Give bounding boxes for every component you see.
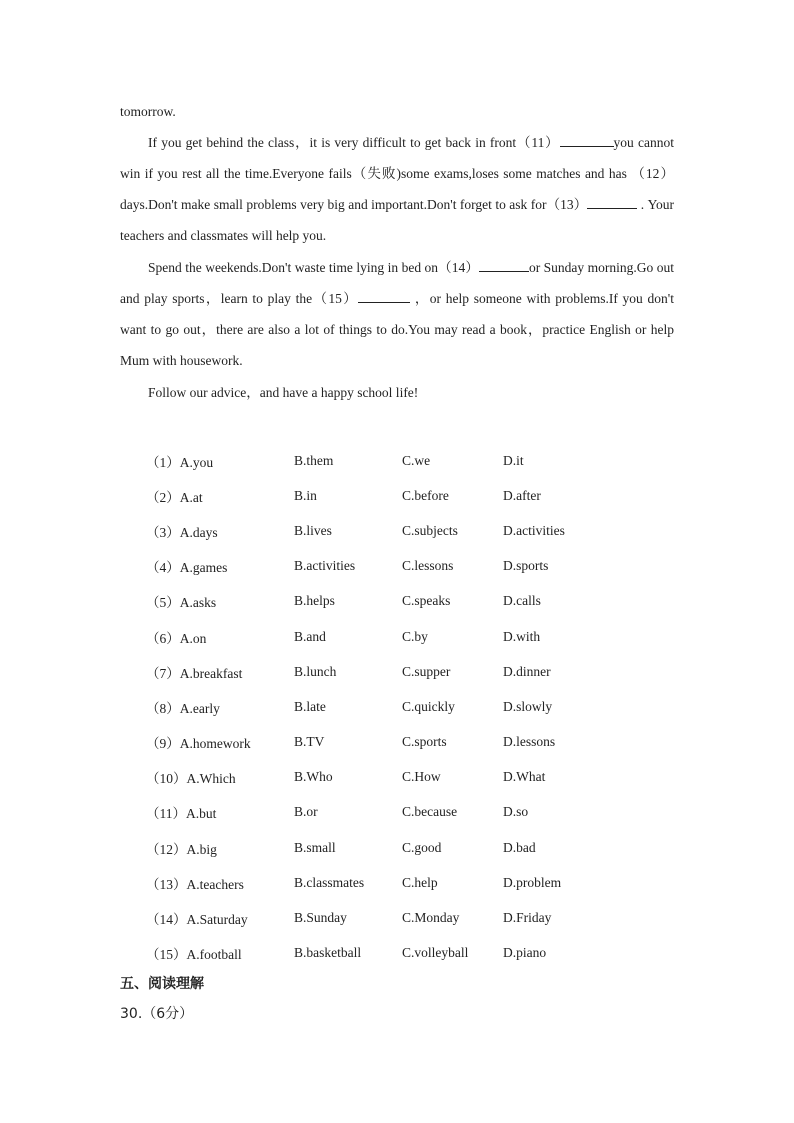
option-d[interactable]: D.it [503,452,524,468]
passage-paragraph-3: Follow our advice，and have a happy school life! [148,385,419,400]
option-b[interactable]: B.Sunday [294,910,347,926]
option-b[interactable]: B.small [294,839,336,855]
option-a[interactable]: （12）A.big [146,841,217,857]
option-row [146,443,706,478]
option-row [146,513,706,548]
option-c[interactable]: C.lessons [402,558,454,574]
option-a[interactable]: （5）A.asks [146,595,217,611]
option-a[interactable]: （7）A.breakfast [146,665,243,681]
option-a[interactable]: （13）A.teachers [146,876,244,892]
option-d[interactable]: D.bad [503,839,536,855]
option-c[interactable]: C.Monday [402,910,460,926]
option-d[interactable]: D.with [503,628,541,644]
option-c[interactable]: C.supper [402,663,451,679]
passage-line-tomorrow: tomorrow. [120,104,176,119]
answer-options-list [146,443,706,971]
option-c[interactable]: C.How [402,769,441,785]
option-b[interactable]: B.basketball [294,945,362,961]
option-row [146,795,706,830]
option-d[interactable]: D.What [503,769,546,785]
option-c[interactable]: C.by [402,628,428,644]
option-a[interactable]: （15）A.football [146,947,242,963]
option-row [146,654,706,689]
option-c[interactable]: C.sports [402,734,447,750]
option-d[interactable]: D.dinner [503,663,551,679]
option-c[interactable]: C.speaks [402,593,451,609]
option-b[interactable]: B.classmates [294,874,365,890]
option-b[interactable]: B.activities [294,558,356,574]
option-d[interactable]: D.so [503,804,529,820]
option-c[interactable]: C.volleyball [402,945,469,961]
option-d[interactable]: D.piano [503,945,547,961]
option-row [146,900,706,935]
option-a[interactable]: （14）A.Saturday [146,912,248,928]
passage-paragraph-1: If you get behind the class，it is very difficult to get back in front（11） you cannot win if you rest all the time.Everyone fails（失败)some exams,loses some matches and has （12）days.Don't make small problems very big and important.Don't forget to ask for（13） . Your teachers and classmates will help you. [120,127,674,251]
option-c[interactable]: C.before [402,487,449,503]
option-row [146,865,706,900]
option-c[interactable]: C.subjects [402,522,458,538]
option-b[interactable]: B.or [294,804,318,820]
option-b[interactable]: B.and [294,628,326,644]
option-a[interactable]: （4）A.games [146,560,228,576]
option-c[interactable]: C.help [402,874,438,890]
option-d[interactable]: D.slowly [503,698,553,714]
option-row [146,830,706,865]
option-b[interactable]: B.Who [294,769,333,785]
option-b[interactable]: B.helps [294,593,335,609]
answer-blank-14[interactable] [479,257,529,272]
section-heading-reading: 五、阅读理解 [120,976,204,992]
passage-paragraph-2: Spend the weekends.Don't waste time lying in bed on（14） or Sunday morning.Go out and play sports，learn to play the（15） ，or help someone with problems.If you don't want to go out，there are also a lot of things to do.You may read a book，practice English or help Mum with housework. [120,252,674,376]
option-row [146,936,706,971]
option-a[interactable]: （3）A.days [146,524,218,540]
option-a[interactable]: （6）A.on [146,630,207,646]
option-b[interactable]: B.in [294,487,317,503]
answer-blank-11[interactable] [560,132,614,147]
option-b[interactable]: B.TV [294,734,325,750]
option-row [146,619,706,654]
option-b[interactable]: B.lives [294,522,332,538]
option-a[interactable]: （2）A.at [146,489,203,505]
option-d[interactable]: D.after [503,487,541,503]
option-d[interactable]: D.Friday [503,910,552,926]
option-c[interactable]: C.quickly [402,698,455,714]
option-a[interactable]: （11）A.but [146,806,217,822]
answer-blank-15[interactable] [358,288,410,303]
option-d[interactable]: D.problem [503,874,562,890]
option-row [146,689,706,724]
option-a[interactable]: （9）A.homework [146,736,251,752]
option-a[interactable]: （10）A.Which [146,771,236,787]
option-d[interactable]: D.sports [503,558,549,574]
option-c[interactable]: C.good [402,839,442,855]
option-row [146,584,706,619]
option-d[interactable]: D.calls [503,593,541,609]
option-b[interactable]: B.late [294,698,326,714]
option-row [146,478,706,513]
option-d[interactable]: D.activities [503,522,565,538]
option-d[interactable]: D.lessons [503,734,556,750]
answer-blank-13[interactable] [587,194,637,209]
option-a[interactable]: （8）A.early [146,700,220,716]
option-row [146,760,706,795]
option-b[interactable]: B.them [294,452,334,468]
question-number: 30.（6分） [120,1006,194,1022]
option-b[interactable]: B.lunch [294,663,337,679]
option-c[interactable]: C.because [402,804,458,820]
option-a[interactable]: （1）A.you [146,454,214,470]
option-row [146,725,706,760]
option-c[interactable]: C.we [402,452,431,468]
option-row [146,549,706,584]
